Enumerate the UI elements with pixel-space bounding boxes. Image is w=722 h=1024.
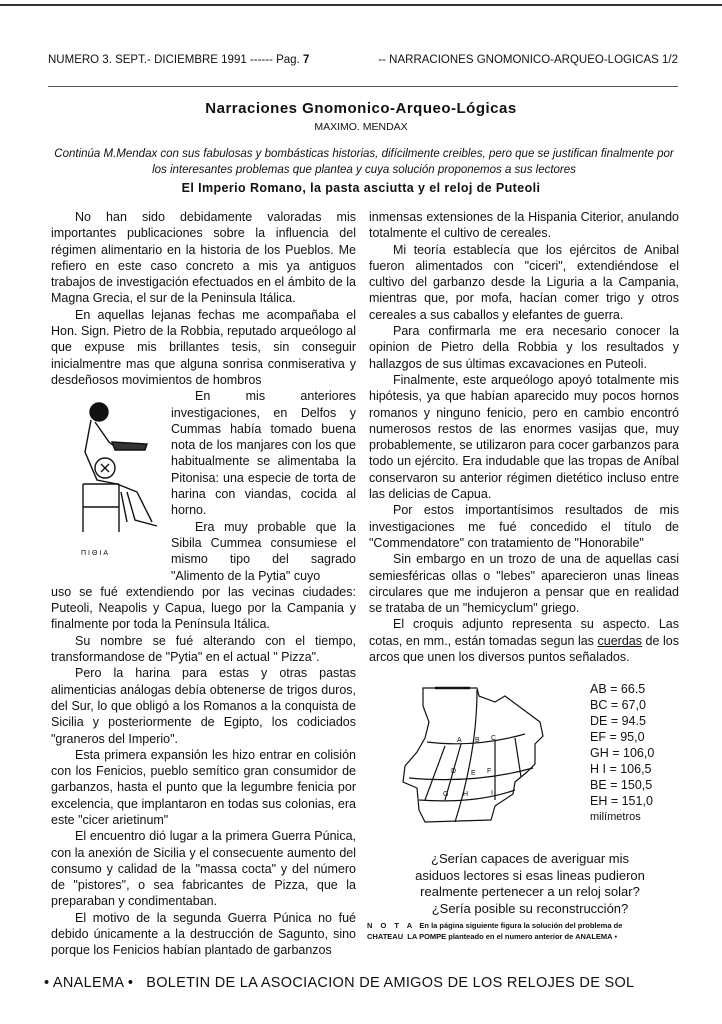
article-intro: Continúa M.Mendax con sus fabulosas y bombásticas historias, difícilmente creibles, pero que se justifican finalmente por los interesantes problemas que plantea y cuya solución proponemos a sus lectores: [54, 148, 674, 176]
left-column: [51, 209, 356, 959]
point-label: B: [475, 737, 480, 744]
measurement: EH = 151,0: [590, 794, 653, 808]
measurement: BC = 67,0: [590, 698, 646, 712]
measurement: DE = 94.5: [590, 714, 646, 728]
paragraph: El croquis adjunto representa su aspecto. Las cotas, en mm., están tomadas segun las cuerdas de los arcos que unen los diversos puntos señalados.: [369, 617, 679, 665]
note: N O T A En la página siguiente figura la solución del problema de CHATEAU LA POMPE planteado en el numero anterior de ANALEMA ▪: [367, 921, 623, 941]
footer-brand: • ANALEMA •: [44, 975, 134, 991]
paragraph: Para confirmarla me era necesario conocer la opinion de Pietro della Robbia y los resultados y hallazgos de sus últimas excavaciones en Puteoli.: [369, 324, 679, 371]
top-border: [0, 4, 722, 6]
paragraph: En aquellas lejanas fechas me acompañaba el Hon. Sign. Pietro de la Robbia, reputado arqueólogo al que expuse mis brillantes tesis, sin conseguir inicialmentre mas que alguna sonrisa conmiserativa y desdeñosos movimientos de hombros: [51, 307, 356, 387]
measurement: EF = 95,0: [590, 730, 645, 744]
reader-question: ¿Serían capaces de averiguar mis asiduos lectores si esas lineas pudieron realmente pertenecer a un reloj solar? ¿Sería posible su reconstrucción?: [415, 851, 645, 916]
page-number: 7: [302, 54, 310, 66]
measurement: H I = 106,5: [590, 762, 652, 776]
paragraph: Era muy probable que la Sibila Cummea consumiese el mismo tipo del sagrado "Alimento de la Pytia" cuyo: [171, 519, 356, 583]
wrapped-text: [171, 388, 356, 584]
figure-wrap: [51, 388, 356, 584]
underlined-word: cuerdas: [597, 633, 642, 648]
lebes-sketch: [395, 682, 565, 832]
point-label: A: [457, 737, 462, 744]
page-header: [48, 54, 678, 66]
measurement: AB = 66.5: [590, 682, 646, 696]
paragraph: Su nombre se fué alterando con el tiempo, transformandose de "Pytia" en el actual " Pizza".: [51, 633, 356, 665]
point-label: I: [491, 790, 493, 797]
measurement: BE = 150,5: [590, 778, 653, 792]
point-label: F: [487, 768, 492, 775]
footer-text: BOLETIN DE LA ASOCIACION DE AMIGOS DE LOS RELOJES DE SOL: [146, 975, 635, 991]
paragraph: Mi teoría establecía que los ejércitos de Anibal fueron alimentados con "ciceri", extendiéndose el cultivo del garbanzo desde la Liguria a la Campania, mientras que, por mofa, hacían comer trigo y otros cereales a sus caballos y elefantes de guerra.: [369, 242, 679, 322]
point-label: G: [443, 791, 449, 798]
page-footer: [44, 975, 684, 991]
pythia-figure: [51, 388, 171, 583]
point-label: H: [463, 791, 469, 798]
section-title: -- NARRACIONES GNOMONICO-ARQUEO-LOGICAS 1/2: [378, 54, 678, 66]
figure-caption: ΠΙΘΙΑ: [81, 550, 111, 558]
measurement-unit: milímetros: [590, 811, 641, 823]
point-label: D: [451, 768, 457, 775]
paragraph: No han sido debidamente valoradas mis importantes publicaciones sobre la influencia del régimen alimentario en la historia de los Pueblos. Me refiero en este caso concreto a mis ya antiguos trabajos de investigación efectuados en el ámbito de la Magna Grecia, el sur de la Peninsula Itálica.: [51, 210, 356, 306]
paragraph: Esta primera expansión les hizo entrar en colisión con los Fenicios, pueblo semítico gran consumidor de garbanzos, hasta el punto que la legumbre fenicia por excelencia, que implantaron en todas sus colonias, era este "cicer arietinum": [51, 747, 356, 827]
measurement-list: [590, 681, 654, 825]
issue-info: [48, 54, 309, 66]
right-column: [369, 209, 679, 665]
point-label: E: [471, 770, 476, 777]
point-label: C: [491, 735, 497, 742]
paragraph: El motivo de la segunda Guerra Púnica no fué debido únicamente a la destrucción de Sagunto, sino porque los Fenicios habían plantado de garbanzos: [51, 910, 356, 958]
note-label: N O T A: [367, 921, 416, 930]
paragraph: inmensas extensiones de la Hispania Citerior, anulando totalmente el cultivo de cereales.: [369, 210, 679, 241]
article-title: Narraciones Gnomonico-Arqueo-Lógicas: [205, 100, 517, 117]
issue-text: NUMERO 3. SEPT.- DICIEMBRE 1991 ------ Pag.: [48, 54, 300, 66]
vessel-fragment-icon: [395, 682, 565, 832]
paragraph: Por estos importantísimos resultados de mis investigaciones me fué concedido el título de "Commendatore" con tratamiento de "Honorabile": [369, 503, 679, 550]
paragraph: uso se fué extendiendo por las vecinas ciudades: Puteoli, Neapolis y Capua, luego por la Campania y finalmente por toda la Península Itálica.: [51, 584, 356, 632]
article-author: MAXIMO. MENDAX: [314, 121, 408, 133]
seated-pythia-icon: [57, 392, 167, 542]
paragraph: Sin embargo en un trozo de una de aquellas casi semiesféricas ollas o "lebes" aparecieron unas lineas circulares que me indujeron a pensar que en realidad se trataba de un "hemicyclum" griego.: [369, 552, 679, 616]
paragraph: Pero la harina para estas y otras pastas alimenticias análogas debía obtenerse de trigos duros, del Sur, lo que obligó a los Romanos a la conquista de Sicilia y posteriormente de Egipto, los codiciados "graneros del Imperio".: [51, 666, 356, 746]
header-rule: [48, 86, 678, 87]
paragraph: El encuentro dió lugar a la primera Guerra Púnica, con la anexión de Sicilia y el consecuente aumento del consumo y calidad de la "massa cocta" y del número de "pistores", o sea fabricantes de Pizza, que la preparaban y condimentaban.: [51, 829, 356, 909]
paragraph: Finalmente, este arqueólogo apoyó totalmente mis hipótesis, ya que habían aparecido muy pocos hornos romanos y ninguno fenicio, pero en cambio encontró numerosos restos de las enormes vasijas que, muy probablemente, se utilizaron para cocer garbanzos para todo un ejército. Era indudable que las tropas de Aníbal conservaron su anterior régimen dietético incluso entre las delicias de Capua.: [369, 372, 679, 502]
measurement: GH = 106,0: [590, 746, 655, 760]
article-subtitle: El Imperio Romano, la pasta asciutta y el reloj de Puteoli: [181, 181, 541, 195]
paragraph: En mis anteriores investigaciones, en Delfos y Cummas había tomado buena nota de los manjares con los que habitualmente se alimentaba la Pitonisa: una especie de torta de harina con viandas, cocida al horno.: [171, 389, 356, 518]
